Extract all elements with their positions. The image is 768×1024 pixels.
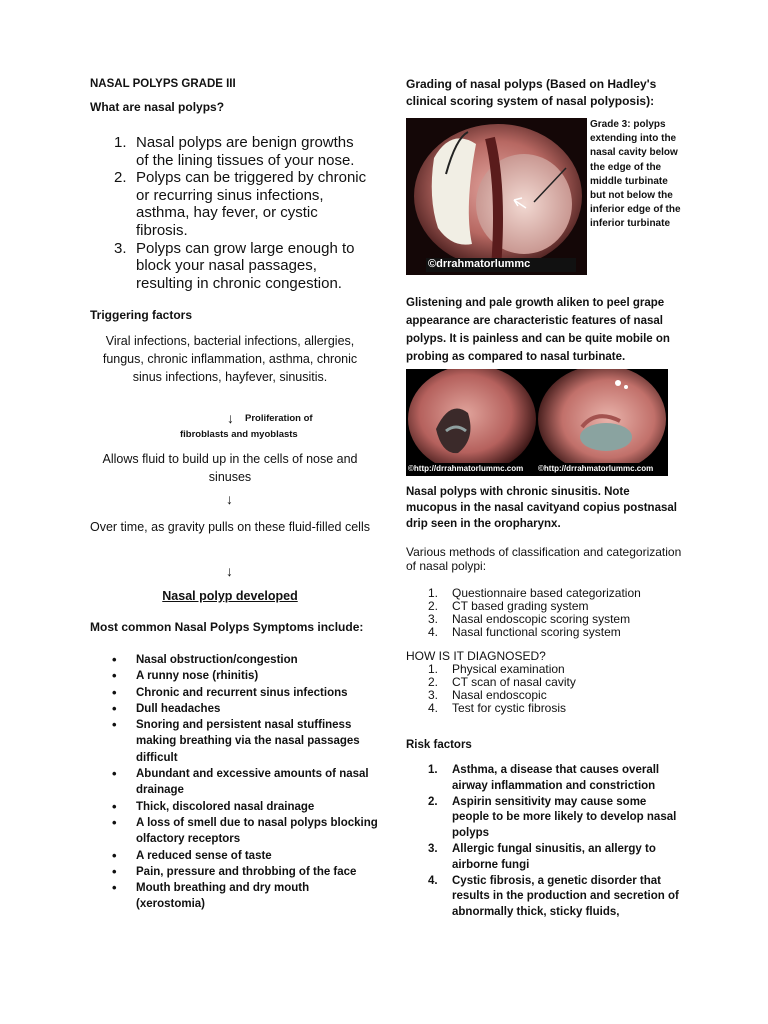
list-item: • Chronic and recurrent sinus infections [90, 685, 380, 701]
list-item: • Mouth breathing and dry mouth (xerostomia) [90, 880, 380, 913]
list-item: 3. Nasal endoscopic scoring system [428, 612, 631, 626]
list-item: 4. Test for cystic fibrosis [428, 701, 567, 715]
list-item: 1. Physical examination [428, 662, 565, 676]
list-item: 4. Nasal functional scoring system [428, 625, 621, 639]
list-item: • A reduced sense of taste [90, 848, 380, 864]
endoscopy-photo-icon [406, 118, 587, 275]
list-item: 4. Cystic fibrosis, a genetic disorder that results in the production and secretion of abnormally thick, sticky fluids, [428, 874, 679, 919]
endoscopy-image-grade3 [406, 118, 587, 275]
list-item: 2. CT scan of nasal cavity [428, 675, 576, 689]
down-arrow-icon: ↓ [226, 491, 233, 507]
list-item: 3. Nasal endoscopic [428, 688, 547, 702]
grade3-caption: Grade 3: polyps extending into the nasal cavity below the edge of the middle turbinate but not below the inferior edge of the inferior turbinate [590, 119, 681, 230]
list-item: 1. Asthma, a disease that causes overall airway inflammation and constriction [428, 764, 660, 792]
diagnosis-list [406, 663, 682, 715]
question-heading: What are nasal polyps? [90, 100, 225, 114]
list-item: 1. Questionnaire based categorization [428, 586, 641, 600]
list-item: • Nasal obstruction/congestion [90, 652, 380, 668]
triggering-text: Viral infections, bacterial infections, allergies, fungus, chronic inflammation, asthma, chronic sinus infections, hayfever, sinusitis. [102, 334, 358, 384]
list-item: • A runny nose (rhinitis) [90, 668, 380, 684]
list-item: 3. Allergic fungal sinusitis, an allergy to airborne fungi [428, 842, 656, 871]
list-item: • Abundant and excessive amounts of nasal drainage [90, 766, 380, 799]
down-arrow-icon: ↓ [226, 563, 233, 579]
down-arrow-icon: ↓ [227, 410, 234, 426]
list-item: • Snoring and persistent nasal stuffiness making breathing via the nasal passages difficult [90, 717, 380, 766]
list-item: 3. Polyps can grow large enough to block your nasal passages, resulting in chronic congestion. [114, 239, 355, 292]
glistening-description: Glistening and pale growth aliken to peel grape appearance are characteristic features of nasal polyps. It is painless and can be quite mobile on probing as compared to nasal turbinate. [406, 297, 670, 363]
image-watermark: ©drrahmatorlummc [428, 258, 531, 270]
methods-heading: Various methods of classification and categorization of nasal polypi: [406, 545, 682, 573]
polyp-developed-text: Nasal polyp developed [162, 589, 298, 603]
intro-list [90, 134, 370, 292]
grading-heading: Grading of nasal polyps (Based on Hadley's clinical scoring system of nasal polyposis): [406, 77, 657, 108]
list-item: • Pain, pressure and throbbing of the face [90, 864, 380, 880]
list-item: 2. Polyps can be triggered by chronic or recurring sinus infections, asthma, hay fever, or cystic fibrosis. [114, 169, 367, 239]
list-item: 2. CT based grading system [428, 599, 589, 613]
list-item: • Thick, discolored nasal drainage [90, 799, 380, 815]
gravity-text: Over time, as gravity pulls on these fluid-filled cells [90, 520, 370, 534]
list-item: • Dull headaches [90, 701, 380, 717]
sinusitis-caption: Nasal polyps with chronic sinusitis. Note mucopus in the nasal cavityand copius postnasal drip seen in the oropharynx. [406, 486, 677, 530]
endoscopy-image-sinusitis [406, 369, 668, 476]
symptoms-heading: Most common Nasal Polyps Symptoms include: [90, 620, 364, 634]
list-item: • A loss of smell due to nasal polyps blocking olfactory receptors [90, 815, 380, 848]
risk-factors-list [406, 763, 682, 921]
list-item: 2. Aspirin sensitivity may cause some people to be more likely to develop nasal polyps [428, 795, 677, 840]
endoscopy-photo-pair-icon [406, 369, 668, 476]
image-watermark: ©http://drrahmatorlummc.com [538, 464, 654, 473]
document-title: NASAL POLYPS GRADE III [90, 78, 236, 90]
list-item: 1. Nasal polyps are benign growths of the lining tissues of your nose. [114, 134, 355, 169]
symptoms-list [90, 652, 380, 913]
methods-list [406, 587, 682, 639]
proliferation-label: Proliferation of [245, 413, 313, 424]
proliferation-label-continued: fibroblasts and myoblasts [180, 429, 298, 440]
triggering-heading: Triggering factors [90, 308, 193, 322]
risk-factors-heading: Risk factors [406, 739, 472, 751]
diagnosis-heading: HOW IS IT DIAGNOSED? [406, 649, 546, 663]
fluid-buildup-text: Allows fluid to build up in the cells of nose and sinuses [102, 452, 358, 484]
image-watermark: ©http://drrahmatorlummc.com [408, 464, 524, 473]
